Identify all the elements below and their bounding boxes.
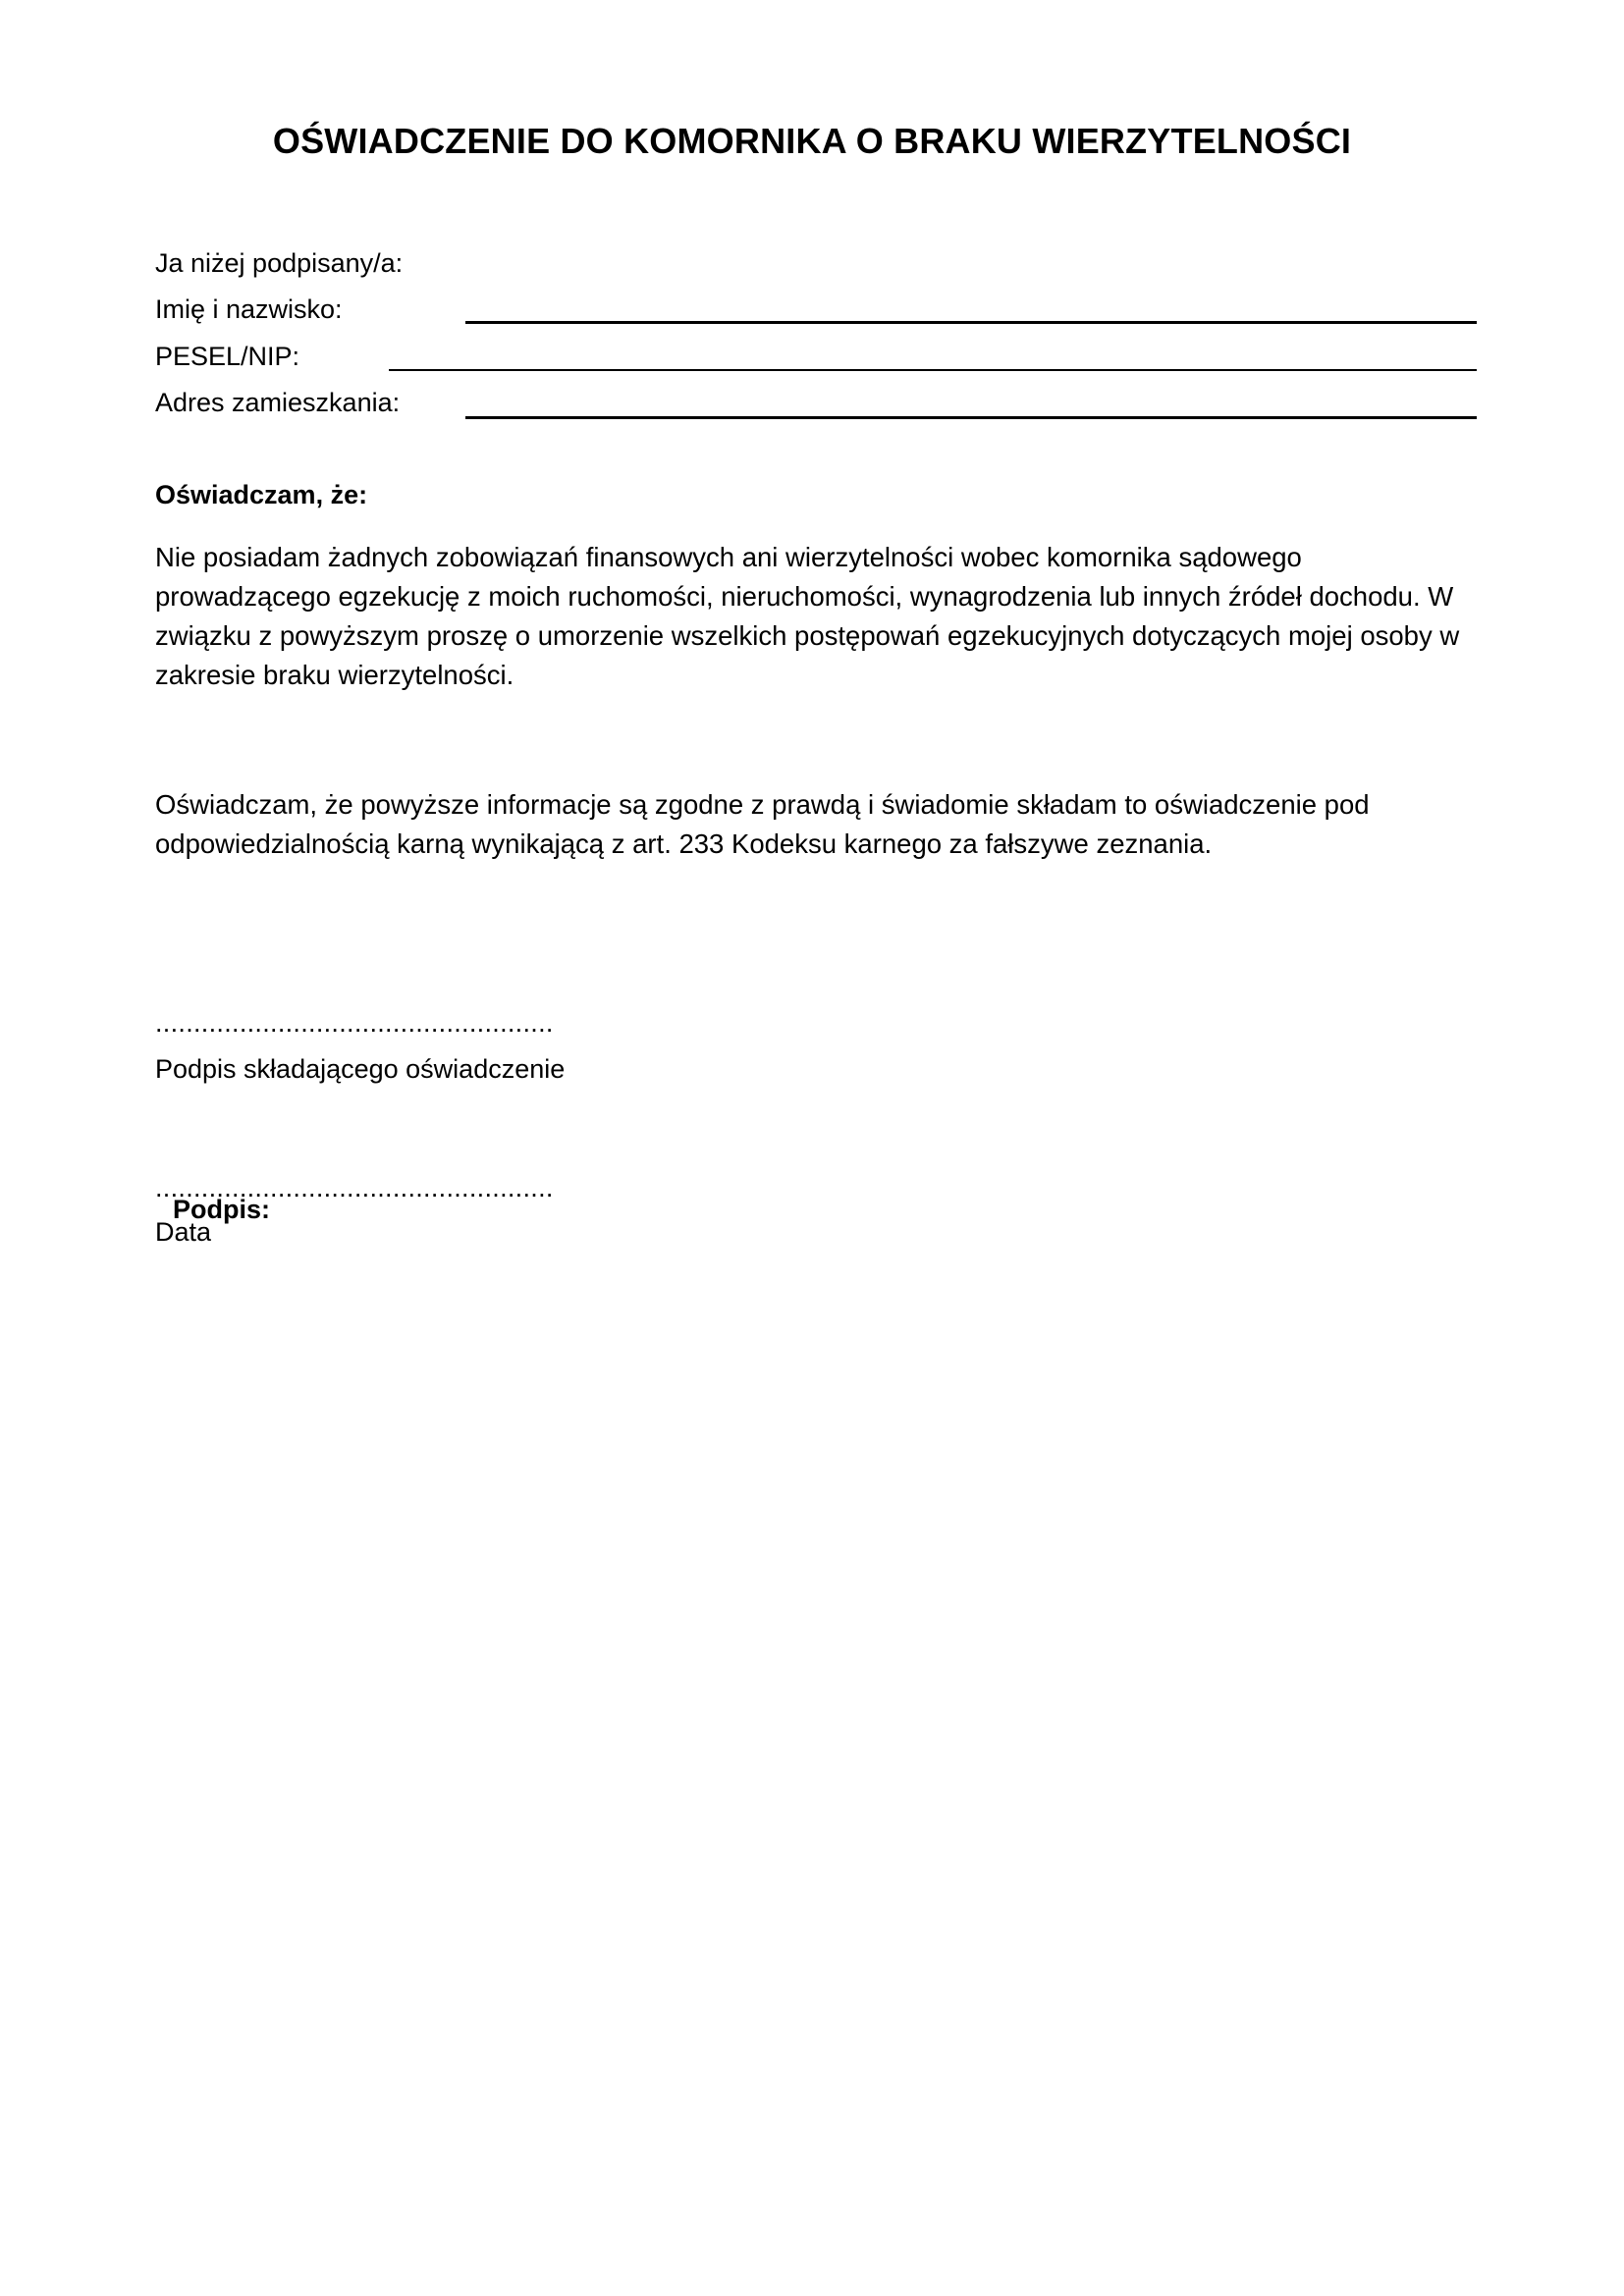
signature-label: Podpis składającego oświadczenie	[155, 1054, 566, 1084]
address-field[interactable]	[465, 416, 1477, 419]
address-label: Adres zamieszkania:	[155, 388, 401, 417]
declaration-body: Nie posiadam żadnych zobowiązań finansowych ani wierzytelności wobec komornika sądowego prowadzącego egzekucję z moich ruchomości, nieruchomości, wynagrodzenia lub innych źródeł dochodu. W związku z powyższym proszę o umorzenie wszelkich postępowań egzekucyjnych dotyczących mojej osoby w zakresie braku wierzytelności.	[155, 542, 1460, 690]
intro-text: Ja niżej podpisany/a:	[155, 248, 404, 278]
name-field[interactable]	[465, 321, 1477, 324]
date-label: Data	[155, 1217, 212, 1247]
pesel-field[interactable]	[389, 369, 1477, 371]
signature-dotted-line: ....................................................	[155, 1008, 554, 1038]
truth-statement: Oświadczam, że powyższe informacje są zgodne z prawdą i świadomie składam to oświadczenie pod odpowiedzialnością karną wynikającą z art. 233 Kodeksu karnego za fałszywe zeznania.	[155, 789, 1370, 859]
declaration-heading: Oświadczam, że:	[155, 480, 368, 509]
page-title: OŚWIADCZENIE DO KOMORNIKA O BRAKU WIERZYTELNOŚCI	[272, 121, 1352, 161]
signature-overlay-label: Podpis:	[173, 1195, 270, 1224]
pesel-label: PESEL/NIP:	[155, 342, 300, 371]
name-label: Imię i nazwisko:	[155, 294, 343, 324]
date-dotted-line: ....................................................	[155, 1173, 554, 1202]
